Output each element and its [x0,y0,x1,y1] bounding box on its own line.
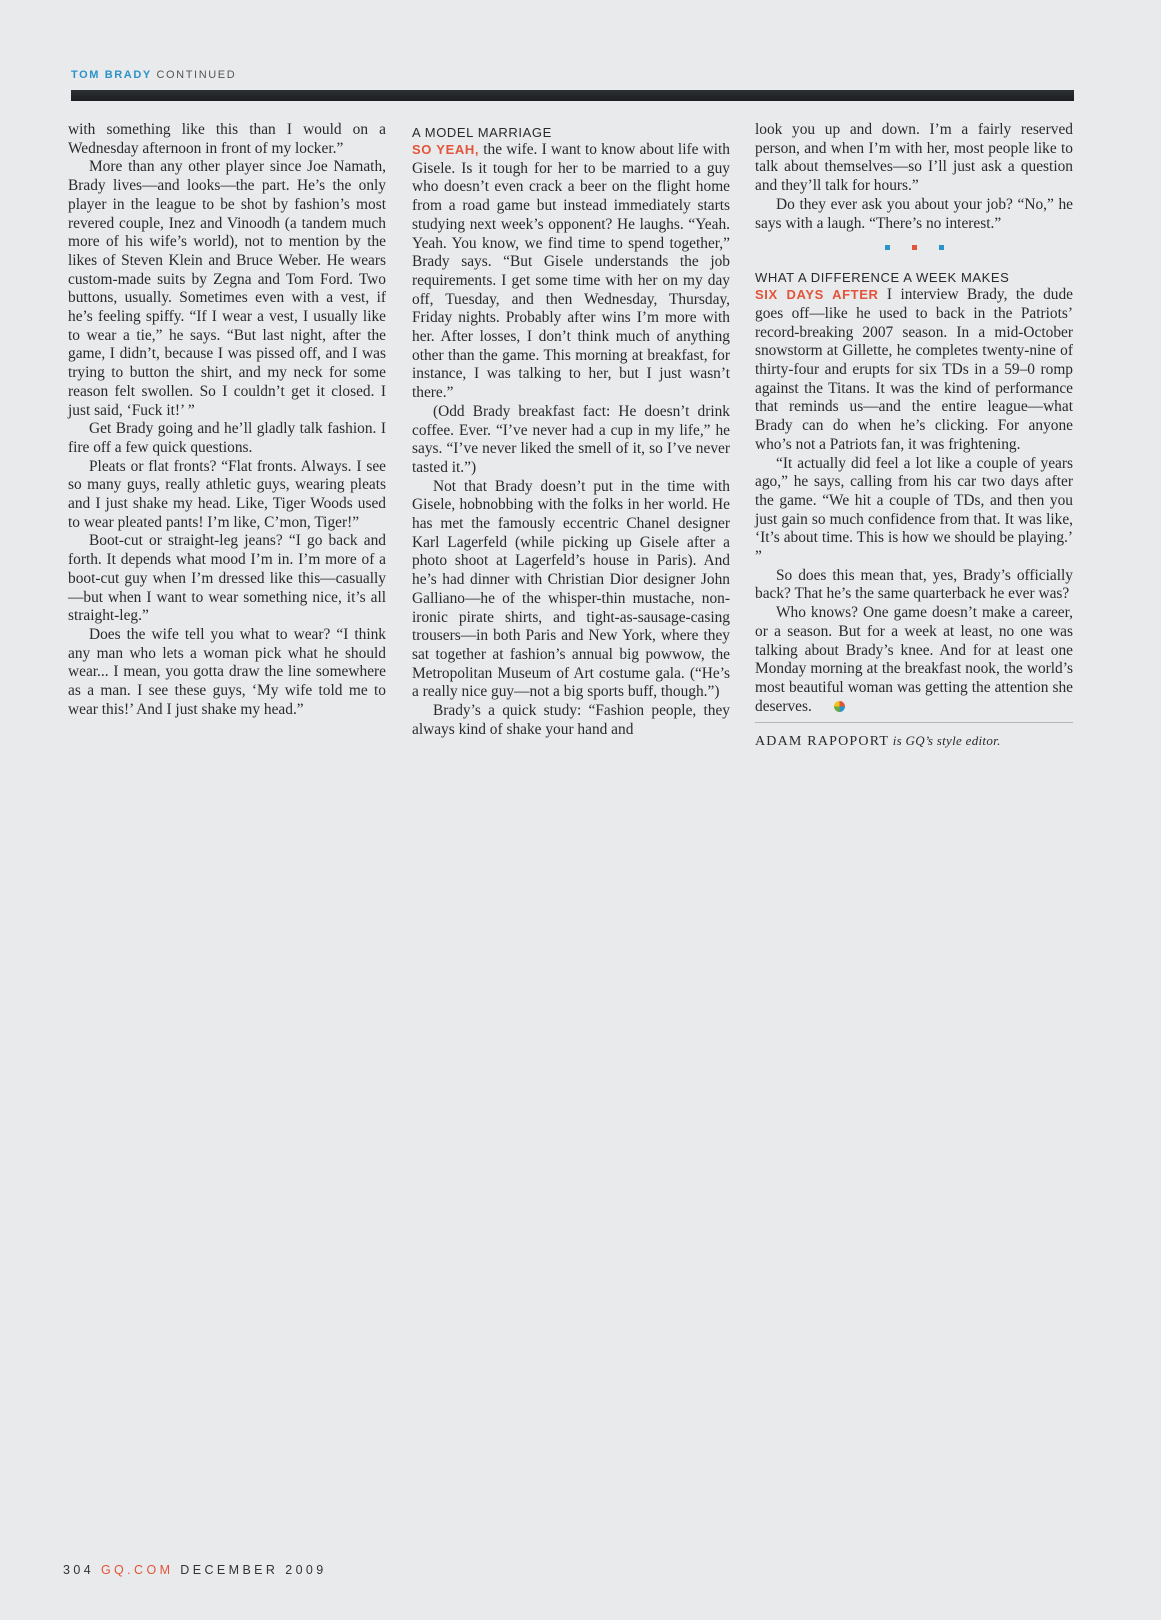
paragraph: So does this mean that, yes, Brady’s officially back? That he’s the same quarterback he ever was? [755,566,1073,603]
credit-author: ADAM RAPOPORT [755,734,890,750]
paragraph: “It actually did feel a lot like a couple of years ago,” he says, calling from his car two days after the game. “We hit a couple of TDs, and then you just gain so much confidence from that. It was like, ‘It’s about time. This is how we should be playing.’ ” [755,454,1073,566]
paragraph: More than any other player since Joe Namath, Brady lives—and looks—the part. He’s the only player in the league to be shot by fashion’s most revered couple, Inez and Vinoodh (a tandem much more of his wife’s world), not to mention by the likes of Steven Klein and Bruce Weber. He wears custom-made suits by Zegna and Tom Ford. Two buttons, usually. Sometimes even with a vest, if he’s feeling spiffy. “If I wear a vest, I usually like to wear a tie,” he says. “But last night, after the game, I didn’t, because I was pissed off, and I was trying to button the shirt, and my neck for some reason felt swollen. So I couldn’t get it closed. I just said, ‘Fuck it!’ ” [68,158,386,419]
dot-icon [939,245,944,250]
dot-icon [885,245,890,250]
paragraph [412,141,730,403]
section-subhead: WHAT A DIFFERENCE A WEEK MAKES [755,270,1010,286]
footer-issue: DECEMBER 2009 [180,1563,327,1577]
paragraph-text: I interview Brady, the dude goes off—like he used to back in the Patriots’ record-breaking 2007 season. In a mid-October snowstorm at Gillette, he completes twenty-nine of thirty-four and erupts for six TDs in a 59–0 romp against the Titans. It was the kind of performance that reminds us—and the entire league—what Brady can do when he’s clicking. For anyone who’s not a Patriots fan, it was frightening. [755,286,1073,453]
paragraph-text: Who knows? One game doesn’t make a career, or a season. But for a week at least, no one was talking about Brady’s knee. And for at least one Monday morning at the breakfast nook, the world’s most beautiful woman was getting the attention she deserves. [755,604,1073,715]
paragraph [755,286,1073,454]
section-break-dots [755,245,1073,253]
paragraph: (Odd Brady breakfast fact: He doesn’t drink coffee. Ever. “I’ve never had a cup in my life,” he says. “I’ve never liked the smell of it, so I’ve never tasted it.”) [412,402,730,476]
header-rule [71,90,1074,101]
paragraph: Do they ever ask you about your job? “No,” he says with a laugh. “There’s no interest.” [755,195,1073,232]
column-1 [68,121,386,720]
paragraph: with something like this than I would on a Wednesday afternoon in front of my locker.” [68,121,386,157]
header-continued: CONTINUED [156,69,237,81]
author-credit [755,732,1073,752]
dot-icon [912,245,917,250]
column-2 [412,121,730,740]
footer-site: GQ.COM [100,1563,174,1577]
paragraph: Does the wife tell you what to wear? “I think any man who lets a woman pick what he should wear... I mean, you gotta draw the line somewhere as a man. I see these guys, ‘My wife told me to wear this!’ And I just shake my head.” [68,625,386,718]
lead-in: SIX DAYS AFTER [755,287,879,303]
lead-in: SO YEAH, [412,142,480,157]
paragraph: Boot-cut or straight-leg jeans? “I go back and forth. It depends what mood I’m in. I’m more of a boot-cut guy when I’m dressed like this—casually—but when I want to wear something nice, it’s all straight-leg.” [68,532,386,625]
paragraph: Get Brady going and he’ll gladly talk fashion. I fire off a few quick questions. [68,420,386,456]
column-3 [755,121,1073,752]
section-subhead: A MODEL MARRIAGE [412,125,552,140]
paragraph: Brady’s a quick study: “Fashion people, they always kind of shake your hand and [412,702,730,738]
credit-rule [755,722,1073,723]
paragraph [755,604,1073,716]
paragraph: look you up and down. I’m a fairly reserved person, and when I’m with her, most people like to talk about themselves—so I’ll just ask a question and they’ll talk for hours.” [755,121,1073,195]
header-series: TOM BRADY [71,69,152,81]
page-footer [63,1563,327,1577]
paragraph: Not that Brady doesn’t put in the time with Gisele, hobnobbing with the folks in her world. He has met the famously eccentric Chanel designer Karl Lagerfeld (while picking up Gisele after a photo shoot at Lagerfeld’s house in Paris). And he’s had dinner with Christian Dior designer John Galliano—he of the whisper-thin mustache, non-ironic pirate shirts, and tight-as-sausage-casing trousers—in both Paris and New York, where they sat together at fashion’s annual big powwow, the Metropolitan Museum of Art costume gala. (“He’s a really nice guy—not a big sports buff, though.”) [412,477,730,701]
end-mark-icon [834,701,845,712]
paragraph: Pleats or flat fronts? “Flat fronts. Always. I see so many guys, really athletic guys, wearing pleats and I just shake my head. Like, Tiger Woods used to wear pleated pants! I’m like, C’mon, Tiger!” [68,457,386,531]
credit-role: is GQ’s style editor. [889,733,1001,749]
paragraph-text: the wife. I want to know about life with Gisele. Is it tough for her to be married to a guy who doesn’t even crack a beer on the flight home from a road game but instead immediately starts studying next week’s opponent? He laughs. “Yeah. Yeah. You know, we find time to spend together,” Brady says. “But Gisele understands the job requirements. I get some time with her on my day off, Tuesday, and then Wednesday, Thursday, Friday nights. Probably after wins I’m more with her. After losses, I don’t think much of anything other than the game. This morning at breakfast, for instance, I was talking to her, but I just wasn’t there.” [412,141,730,402]
page-number: 304 [63,1563,95,1577]
running-header [71,69,236,81]
